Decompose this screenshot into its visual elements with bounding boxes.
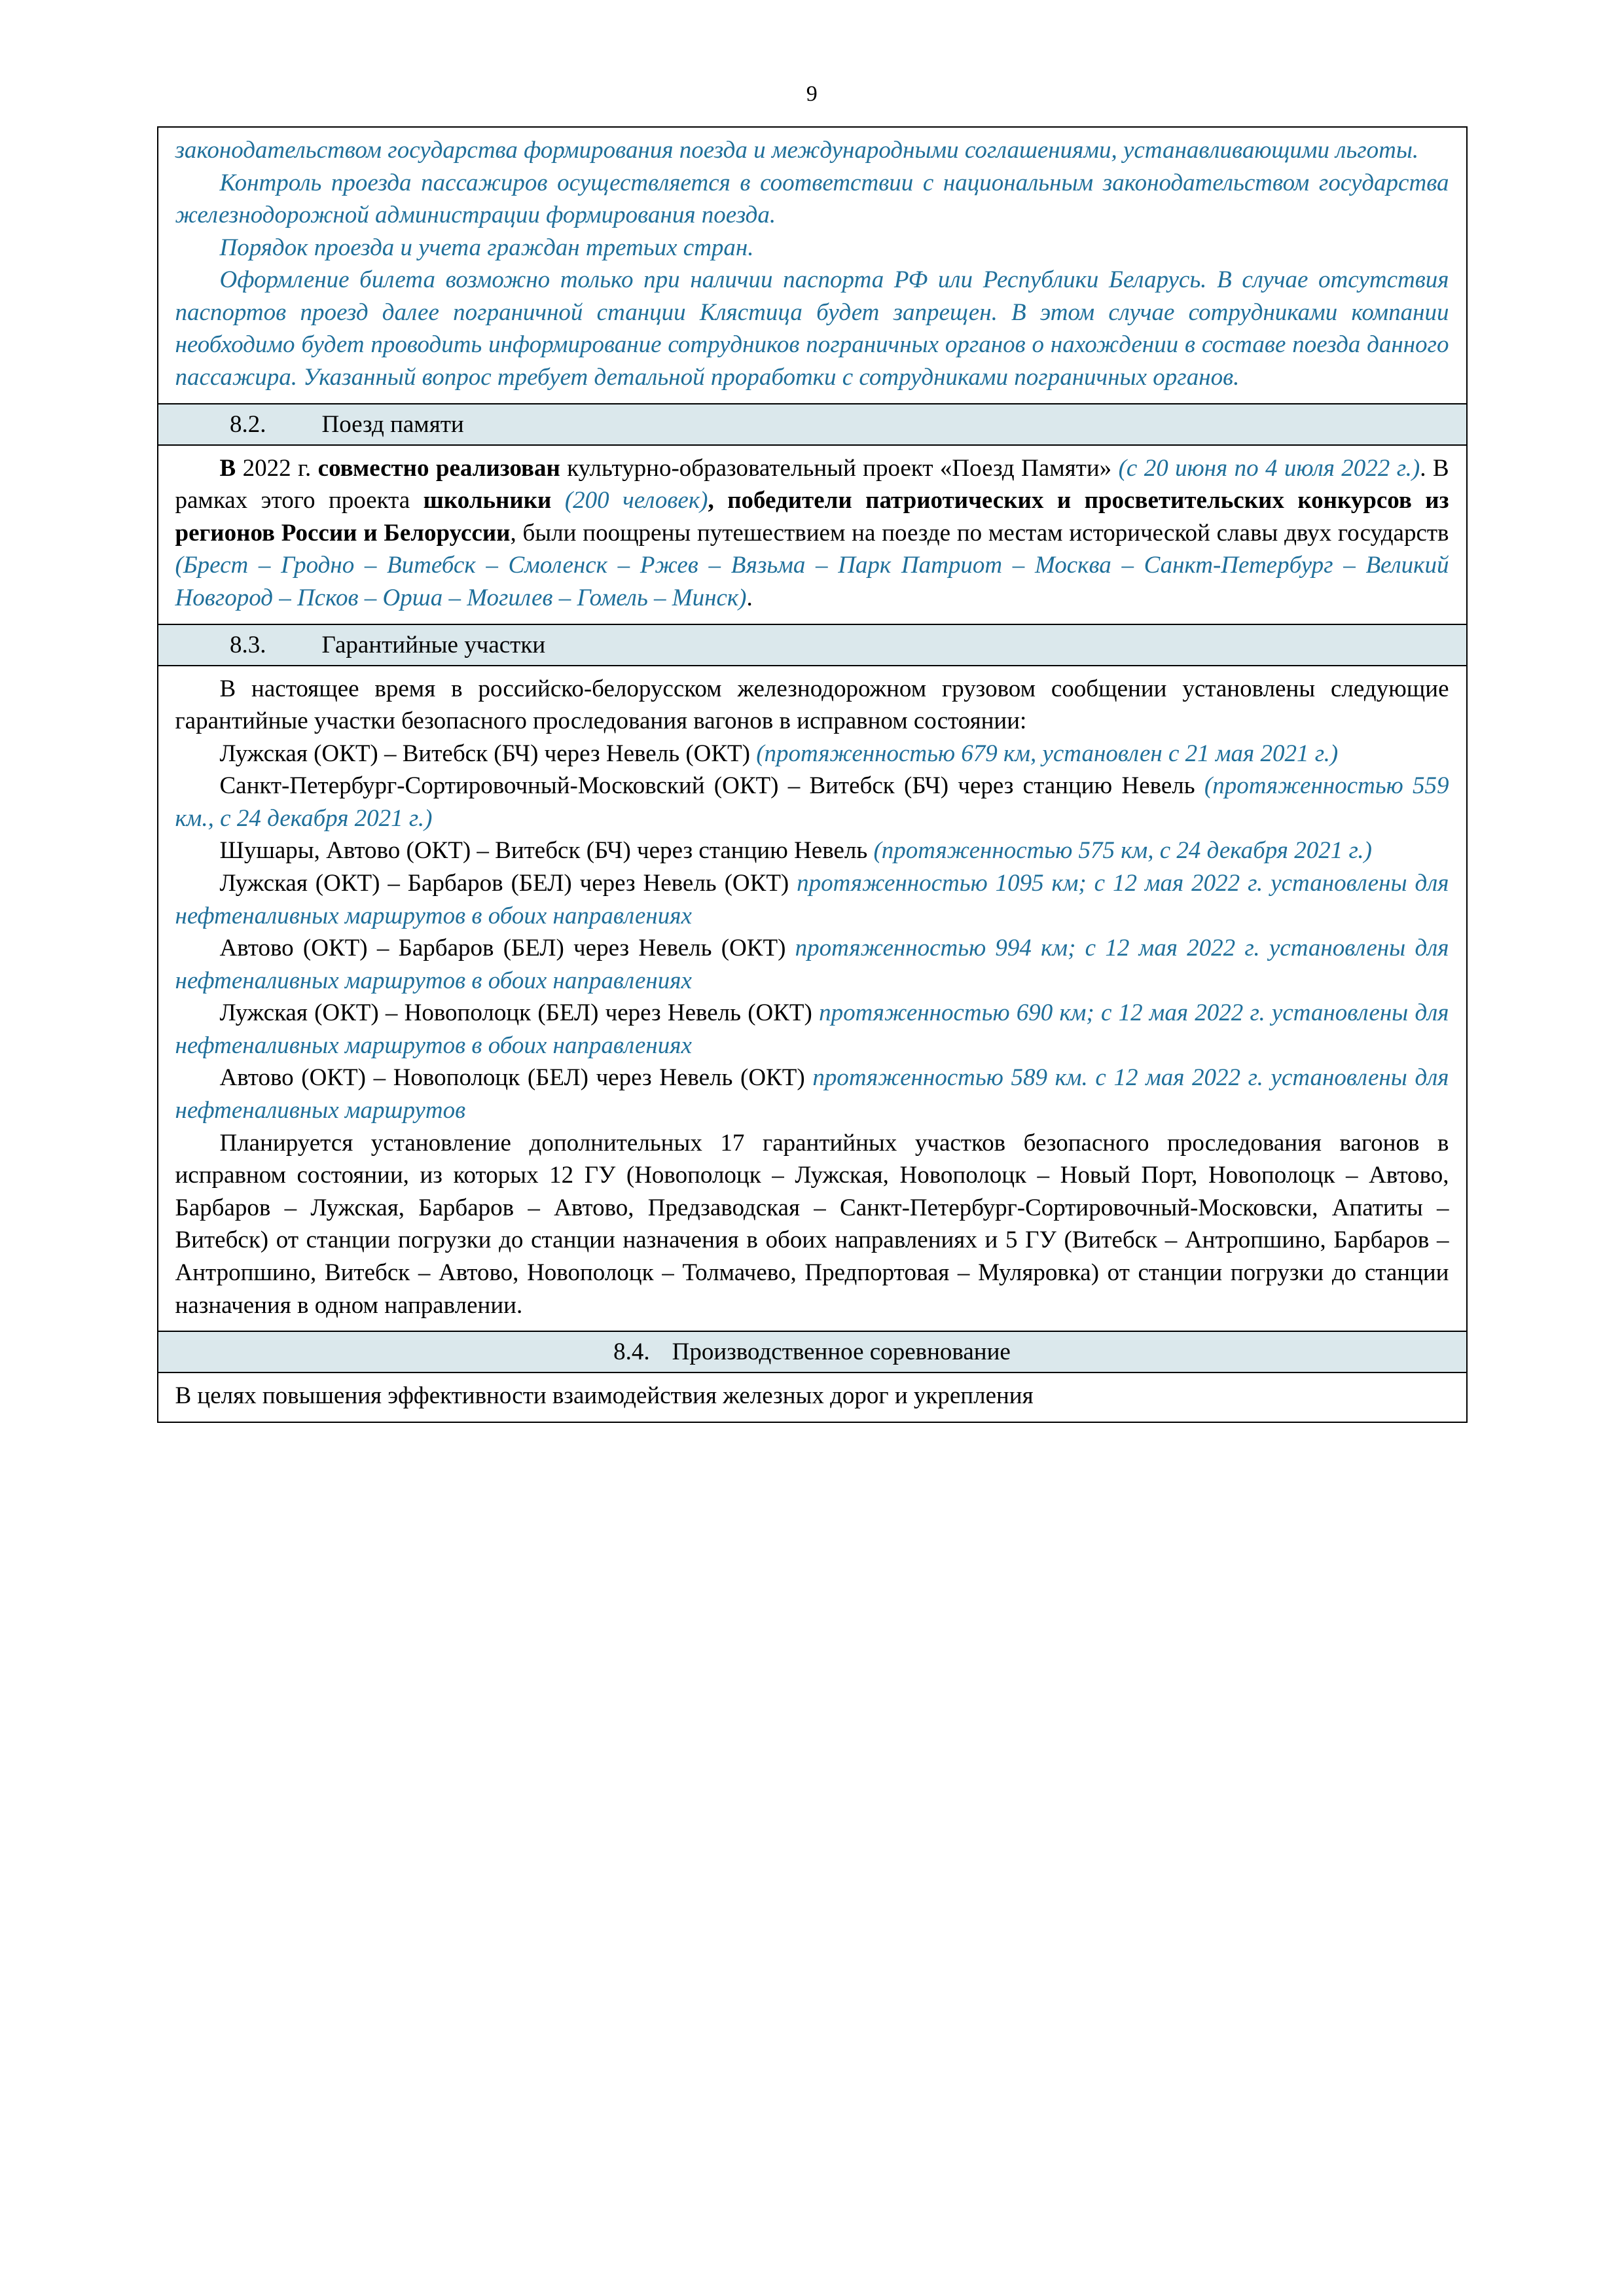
- guarantee-item-plain: Автово (ОКТ) – Новополоцк (БЕЛ) через Невель (ОКТ): [219, 1064, 813, 1092]
- section-number-82: 8.2.: [230, 410, 266, 438]
- s82-t12: .: [746, 584, 753, 611]
- intro-text: [158, 128, 1466, 403]
- table-row: [158, 445, 1467, 624]
- guarantee-item: [175, 770, 1449, 834]
- guarantee-item-italic: (протяженностью 679 км, установлен с 21 мая 2021 г.): [756, 740, 1339, 767]
- section-83-text: [158, 666, 1466, 1331]
- section-header-82-inner: [158, 404, 1466, 444]
- table-row: [158, 666, 1467, 1332]
- section-83-paragraph-1: В настоящее время в российско-белорусском железнодорожном грузовом сообщении установлены следующие гарантийные участки безопасного проследования вагонов в исправном состоянии:: [175, 675, 1449, 735]
- table-row: [158, 1372, 1467, 1422]
- intro-cell: [158, 127, 1467, 404]
- section-header-82: [158, 404, 1467, 445]
- guarantee-item: [175, 867, 1449, 932]
- guarantee-item-italic: (протяженностью 559 км., с 24 декабря 2021 г.): [175, 772, 1449, 832]
- s82-t1: В: [219, 454, 236, 482]
- section-title-83: Гарантийные участки: [321, 631, 546, 658]
- section-82-text: [158, 446, 1466, 624]
- guarantee-item: [175, 834, 1449, 867]
- guarantee-item-plain: Лужская (ОКТ) – Новополоцк (БЕЛ) через Невель (ОКТ): [219, 999, 820, 1027]
- section-title-84: Производственное соревнование: [672, 1338, 1011, 1366]
- s82-t3: совместно реализован: [317, 454, 560, 482]
- section-83-cell: [158, 666, 1467, 1332]
- section-84-text: [158, 1373, 1466, 1422]
- guarantee-item-italic: протяженностью 690 км; с 12 мая 2022 г. установлены для нефтеналивных маршрутов в обоих направлениях: [175, 999, 1449, 1059]
- guarantee-item-plain: Санкт-Петербург-Сортировочный-Московский (ОКТ) – Витебск (БЧ) через станцию Невель: [219, 772, 1204, 800]
- section-title-82: Поезд памяти: [321, 410, 464, 438]
- intro-paragraph-3: Порядок проезда и учета граждан третьих стран.: [219, 234, 754, 261]
- section-header-83: [158, 624, 1467, 666]
- section-83-paragraph-last: Планируется установление дополнительных 17 гарантийных участков безопасного проследования вагонов в исправном состоянии, из которых 12 ГУ (Новополоцк – Лужская, Новополоцк – Новый Порт, Новополоцк – Автово, Барбаров – Лужская, Барбаров – Автово, Предзаводская – Санкт-Петербург-Сортировочный-Московски, Апатиты – Витебск) от станции погрузки до станции назначения в обоих направлениях и 5 ГУ (Витебск – Антропшино, Барбаров – Антропшино, Витебск – Автово, Новополоцк – Толмачево, Предпортовая – Муляровка) от станции погрузки до станции назначения в одном направлении.: [175, 1129, 1449, 1319]
- s82-t6: . В рамках этого проекта: [175, 454, 1449, 514]
- page-number: 9: [806, 82, 818, 106]
- intro-paragraph-4: Оформление билета возможно только при наличии паспорта РФ или Республики Беларусь. В случае отсутствия паспортов проезд далее пограничной станции Клястица будет запрещен. В этом случае сотрудниками компании необходимо будет проводить информирование сотрудников пограничных органов о нахождении в составе поезда данного пассажира. Указанный вопрос требует детальной проработки с сотрудниками пограничных органов.: [175, 266, 1449, 391]
- table-row: [158, 1331, 1467, 1372]
- section-header-84-inner: [158, 1332, 1466, 1372]
- s82-t11: (Брест – Гродно – Витебск – Смоленск – Ржев – Вязьма – Парк Патриот – Москва – Санкт-Петербург – Великий Новгород – Псков – Орша – Могилев – Гомель – Минск): [175, 552, 1449, 611]
- guarantee-item-italic: протяженностью 589 км. с 12 мая 2022 г. установлены для нефтеналивных маршрутов: [175, 1064, 1449, 1124]
- guarantee-item-plain: Лужская (ОКТ) – Барбаров (БЕЛ) через Невель (ОКТ): [219, 869, 797, 897]
- section-82-cell: [158, 445, 1467, 624]
- section-number-83: 8.3.: [230, 631, 266, 658]
- s82-t10: , были поощрены путешествием на поезде по местам исторической славы двух государств: [510, 519, 1449, 547]
- s82-t9: , победители патриотических и просветительских конкурсов из регионов России и Белоруссии: [175, 487, 1449, 547]
- section-84-paragraph-1: В целях повышения эффективности взаимодействия железных дорог и укрепления: [175, 1382, 1034, 1410]
- guarantee-item: [175, 932, 1449, 997]
- document-table: [157, 126, 1468, 1423]
- table-row: [158, 127, 1467, 404]
- guarantee-item: [175, 997, 1449, 1062]
- section-header-83-inner: [158, 625, 1466, 665]
- section-number-84: 8.4.: [613, 1338, 650, 1366]
- section-82-paragraph: [175, 452, 1449, 615]
- s82-t4: культурно-образовательный проект «Поезд Памяти»: [567, 454, 1112, 482]
- guarantee-item-plain: Шушары, Автово (ОКТ) – Витебск (БЧ) через станцию Невель: [219, 837, 874, 865]
- s82-t7: школьники: [423, 487, 552, 514]
- guarantee-item-italic: (протяженностью 575 км, с 24 декабря 2021 г.): [873, 837, 1372, 865]
- guarantee-item: [175, 1062, 1449, 1126]
- s82-t8: (200 человек): [564, 487, 708, 514]
- guarantee-item-italic: протяженностью 1095 км; с 12 мая 2022 г. установлены для нефтеналивных маршрутов в обоих направлениях: [175, 869, 1449, 929]
- guarantee-item-plain: Лужская (ОКТ) – Витебск (БЧ) через Невель (ОКТ): [219, 740, 757, 767]
- section-header-84: [158, 1331, 1467, 1372]
- table-row: [158, 404, 1467, 445]
- guarantee-item-italic: протяженностью 994 км; с 12 мая 2022 г. установлены для нефтеналивных маршрутов в обоих направлениях: [175, 935, 1449, 994]
- section-84-cell: [158, 1372, 1467, 1422]
- s82-t5: (с 20 июня по 4 июля 2022 г.): [1118, 454, 1420, 482]
- intro-paragraph-1: законодательством государства формирования поезда и международными соглашениями, устанавливающими льготы.: [175, 137, 1419, 164]
- guarantee-item: [175, 738, 1449, 770]
- guarantee-item-plain: Автово (ОКТ) – Барбаров (БЕЛ) через Невель (ОКТ): [219, 935, 795, 962]
- table-row: [158, 624, 1467, 666]
- intro-paragraph-2: Контроль проезда пассажиров осуществляется в соответствии с национальным законодательством государства железнодорожной администрации формирования поезда.: [175, 169, 1449, 229]
- s82-t2: 2022 г.: [242, 454, 312, 482]
